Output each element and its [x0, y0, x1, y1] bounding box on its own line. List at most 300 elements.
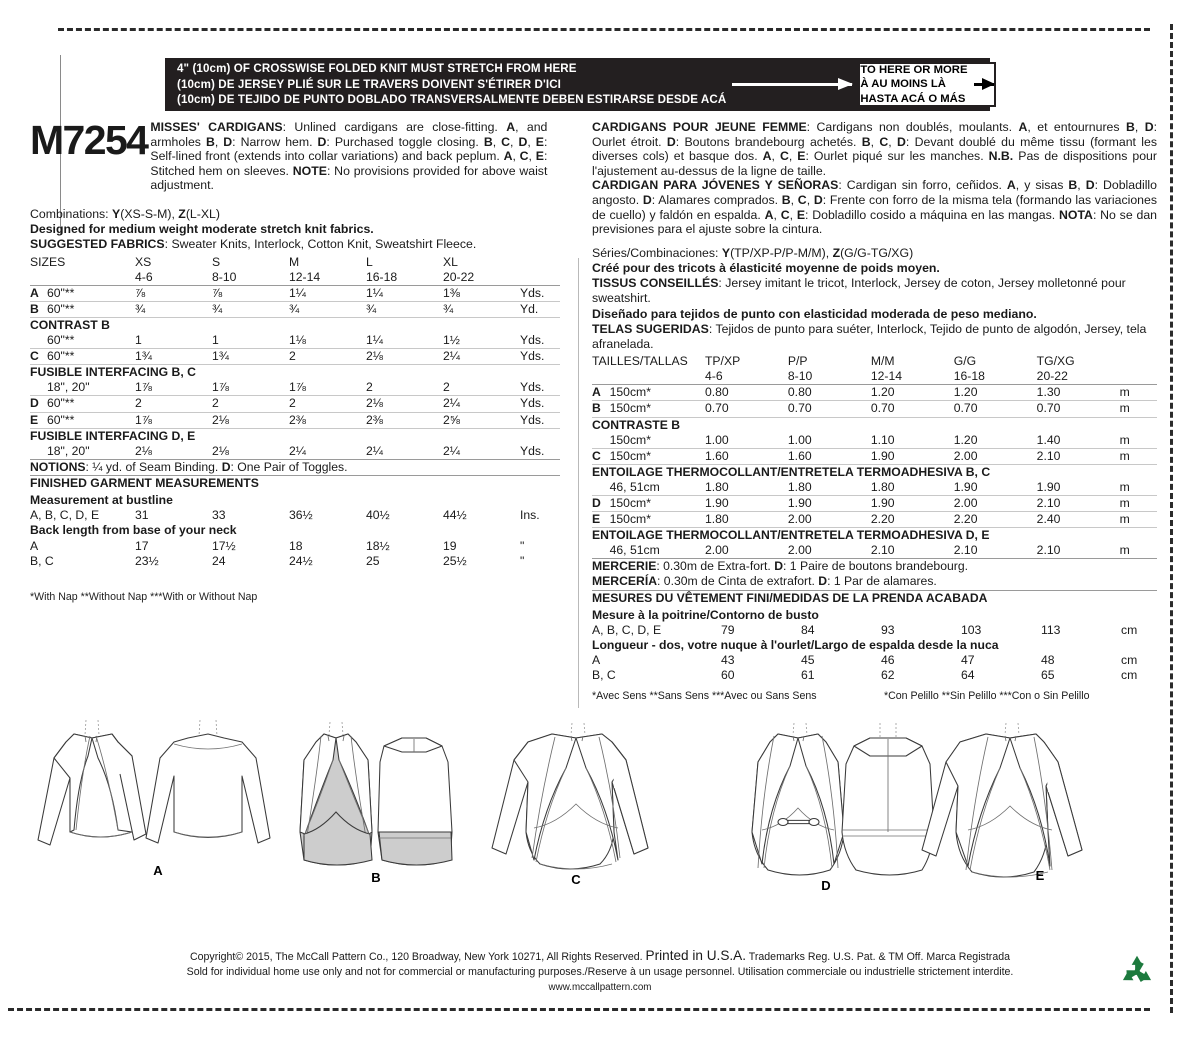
size-name-4: TG/XG: [1036, 354, 1075, 369]
notions-en: NOTIONS: ¼ yd. of Seam Binding. D: One Pair of Toggles.: [30, 459, 560, 475]
view-c-illustration: [492, 723, 648, 887]
row-value-4: 65: [1041, 668, 1055, 683]
finished-measurements-table-metric: [592, 608, 1157, 683]
cut-line-right: [1170, 24, 1173, 1013]
size-number-1: 8-10: [212, 269, 237, 284]
row-unit: m: [1119, 432, 1130, 447]
row-value-0: 43: [721, 653, 735, 668]
row-value-2: 2¼: [289, 443, 306, 458]
size-number-blank: [592, 369, 705, 385]
row-view: C: [30, 349, 47, 365]
designed-for-es: Diseñado para tejidos de punto con elasticidad moderada de peso mediano.: [592, 306, 1037, 321]
size-number-2: 12-14: [289, 269, 321, 284]
row-value-3: 2: [366, 380, 373, 395]
table-row: [30, 539, 560, 554]
row-value-0: 1⅞: [135, 380, 152, 395]
view-a-illustration: [38, 720, 270, 878]
target-line-en: TO HERE OR MORE: [860, 63, 968, 76]
row-value-3: 1.20: [954, 385, 1037, 401]
row-label: A, B, C, D, E: [30, 508, 100, 523]
view-illustrations: [28, 712, 1118, 902]
row-value-1: ⅞: [212, 285, 289, 301]
row-unit: Yds.: [520, 333, 545, 348]
row-value-1: 0.80: [788, 385, 871, 401]
row-value-1: 33: [212, 508, 226, 523]
table-row: [592, 496, 1157, 512]
row-value-3: 18½: [366, 538, 390, 553]
spanish-description: CARDIGAN PARA JÓVENES Y SEÑORAS: Cardigan sin forro, ceñidos. A, y sisas B, D: Dobladillo angosto. D: Alamares comprados. B, C, D: Frente con forro de la misma tela (formando las variaciones de cuello) y faldón en espalda. A, C, E: Dobladillo cosido a máquina en las mangas. NOTA: No se dan previsiones para el ajuste sobre la cintura.: [592, 178, 1157, 237]
footer-website[interactable]: www.mccallpattern.com: [548, 982, 652, 993]
row-view: [592, 543, 610, 558]
table-row: [30, 349, 560, 365]
row-width: 150cm*: [610, 385, 705, 401]
table-row: [30, 380, 560, 396]
recycle-icon: [1116, 952, 1158, 992]
table-row: [592, 480, 1157, 496]
row-unit: ": [520, 538, 525, 553]
row-value-0: 31: [135, 508, 149, 523]
table-row: [30, 301, 560, 317]
row-unit: cm: [1121, 653, 1138, 668]
footer-trademarks: Trademarks Reg. U.S. Pat. & TM Off. Marca Registrada: [748, 951, 1010, 963]
row-view: [592, 480, 610, 496]
table-section-row: [592, 528, 1157, 544]
row-value-0: ⅞: [135, 285, 212, 301]
size-number-3: 16-18: [953, 369, 985, 384]
row-value-1: 1.00: [787, 432, 812, 447]
row-value-3: 1¼: [366, 285, 443, 301]
row-view: [30, 444, 47, 459]
row-value-1: 17½: [212, 538, 236, 553]
designed-for-fr: Créé pour des tricots à élasticité moyenne de poids moyen.: [592, 260, 940, 275]
row-label: A: [592, 653, 601, 668]
row-value-0: ¾: [135, 301, 212, 317]
yardage-table-metric: [592, 354, 1157, 558]
size-name-4: XL: [443, 254, 458, 269]
row-width: 150cm*: [610, 512, 705, 528]
row-view: A: [592, 385, 610, 401]
table-row: [30, 508, 560, 523]
size-number-unit: [1120, 369, 1157, 385]
row-value-2: 1.10: [870, 432, 895, 447]
size-number-row: [30, 270, 560, 286]
table-row: [30, 412, 560, 428]
row-view: A: [30, 285, 47, 301]
row-value-4: 2¼: [443, 443, 460, 458]
stretch-gauge-line-en: 4" (10cm) OF CROSSWISE FOLDED KNIT MUST STRETCH FROM HERE: [177, 62, 577, 76]
row-unit: m: [1120, 496, 1157, 512]
table-section-label: Measurement at bustline: [30, 493, 173, 508]
row-width: 18", 20": [47, 443, 90, 458]
row-value-3: 64: [961, 668, 975, 683]
stretch-gauge-line-es: (10cm) DE TEJIDO DE PUNTO DOBLADO TRANSVERSALMENTE DEBEN ESTIRARSE DESDE ACÁ: [177, 93, 727, 107]
row-value-2: 62: [881, 668, 895, 683]
row-value-1: 1: [212, 333, 219, 348]
row-value-1: 2.00: [788, 512, 871, 528]
table-section-label: ENTOILAGE THERMOCOLLANT/ENTRETELA TERMOADHESIVA D, E: [592, 528, 1157, 544]
fabrics-fr: TISSUS CONSEILLÉS: Jersey imitant le tricot, Interlock, Jersey de coton, Jersey molletonné pour sweatshirt.: [592, 276, 1126, 306]
table-section-label: ENTOILAGE THERMOCOLLANT/ENTRETELA TERMOADHESIVA B, C: [592, 464, 1157, 480]
right-arrow-icon: [732, 83, 852, 86]
row-value-4: 25½: [443, 553, 467, 568]
size-number-3: 16-18: [366, 269, 398, 284]
row-width: 60"**: [47, 333, 75, 348]
table-section-row: [30, 317, 560, 333]
table-row: [592, 433, 1157, 449]
row-value-1: 0.70: [788, 401, 871, 417]
nap-note-ml: [592, 690, 1157, 702]
row-value-2: 1.90: [871, 496, 954, 512]
table-row: [592, 512, 1157, 528]
row-value-2: 93: [881, 623, 895, 638]
size-name-0: XS: [135, 254, 152, 269]
row-value-0: 60: [721, 668, 735, 683]
stretch-gauge: [165, 58, 990, 111]
row-value-0: 2⅛: [135, 443, 152, 458]
size-header-blank: SIZES: [30, 254, 66, 269]
row-width: 46, 51cm: [609, 543, 660, 558]
fabrics-es: TELAS SUGERIDAS: Tejidos de punto para suéter, Interlock, Tejido de punto de algodón, Jersey, tela afranelada.: [592, 321, 1147, 351]
finished-measurements-metric-body: [592, 608, 1157, 683]
yardage-table-imperial: [30, 255, 560, 459]
row-value-0: 1.60: [705, 448, 788, 464]
row-view: E: [592, 512, 610, 528]
row-value-2: 2.20: [871, 512, 954, 528]
row-value-3: 2.00: [954, 448, 1037, 464]
table-row: [592, 623, 1157, 638]
row-value-1: 1.90: [788, 496, 871, 512]
row-unit: m: [1119, 543, 1130, 558]
view-b-illustration: [300, 722, 452, 885]
row-width: 60"**: [47, 412, 135, 428]
row-value-3: 47: [961, 653, 975, 668]
target-line-es: HASTA ACÁ O MÁS: [860, 92, 966, 105]
row-unit: m: [1120, 448, 1157, 464]
table-section-label: CONTRAST B: [30, 317, 560, 333]
row-value-4: 2.10: [1036, 543, 1061, 558]
row-value-4: 2.10: [1037, 496, 1120, 512]
row-value-2: 24½: [289, 553, 313, 568]
finished-measurements-imperial-body: [30, 493, 560, 568]
row-value-2: 1.90: [871, 448, 954, 464]
row-value-3: ¾: [366, 301, 443, 317]
nap-note-en: *With Nap **Without Nap ***With or Without Nap: [30, 590, 258, 603]
row-value-0: 17: [135, 538, 149, 553]
row-width: 18", 20": [47, 380, 90, 395]
row-view: D: [30, 396, 47, 412]
table-row: [592, 668, 1157, 683]
size-header-row: [30, 255, 560, 270]
row-view: C: [592, 448, 610, 464]
row-value-4: 44½: [443, 508, 467, 523]
table-row: [592, 385, 1157, 401]
table-row: [592, 543, 1157, 558]
row-value-2: 1⅛: [289, 333, 306, 348]
row-value-4: 2.40: [1037, 512, 1120, 528]
row-width: 150cm*: [610, 496, 705, 512]
row-value-3: 1¼: [366, 333, 383, 348]
row-value-2: 36½: [289, 508, 313, 523]
footer-printed-in-usa: Printed in U.S.A.: [645, 948, 747, 963]
size-number-unit: [520, 270, 560, 286]
row-value-3: 1.90: [953, 479, 978, 494]
column-divider: [578, 258, 579, 708]
row-value-2: 1¼: [289, 285, 366, 301]
row-value-4: 2.10: [1037, 448, 1120, 464]
row-value-4: 113: [1041, 623, 1061, 638]
row-value-1: 24: [212, 553, 226, 568]
row-value-4: 2¼: [443, 396, 520, 412]
row-value-3: 103: [961, 623, 982, 638]
table-section-row: [30, 365, 560, 381]
table-section-row: [592, 638, 1157, 653]
row-value-2: 1⅞: [289, 380, 306, 395]
size-name-1: S: [212, 254, 221, 269]
table-section-row: [30, 493, 560, 508]
row-label: A, B, C, D, E: [592, 623, 662, 638]
table-section-label: CONTRASTE B: [592, 417, 1157, 433]
size-number-row: [592, 369, 1157, 385]
table-section-row: [30, 428, 560, 444]
multilingual-column: [592, 120, 1157, 702]
stretch-gauge-line-fr: (10cm) DE JERSEY PLIÉ SUR LE TRAVERS DOIVENT S'ÉTIRER D'ICI: [177, 77, 561, 91]
size-number-4: 20-22: [1036, 369, 1068, 384]
row-view: [30, 380, 47, 396]
stretch-gauge-text: [165, 61, 726, 107]
row-value-4: 1.90: [1036, 479, 1061, 494]
row-value-3: 2.00: [954, 496, 1037, 512]
table-row: [30, 285, 560, 301]
finished-measurements-table-imperial: [30, 493, 560, 568]
size-header-row: [592, 354, 1157, 369]
row-width: 60"**: [47, 285, 135, 301]
row-width: 150cm*: [609, 432, 651, 447]
row-value-0: 1¾: [135, 349, 212, 365]
table-row: [30, 333, 560, 349]
row-value-2: 0.70: [871, 401, 954, 417]
stretch-gauge-target-text: [860, 63, 967, 107]
row-value-3: 2⅜: [366, 412, 443, 428]
table-section-label: Back length from base of your neck: [30, 523, 237, 538]
size-number-4: 20-22: [443, 269, 475, 284]
row-value-1: 2⅛: [212, 412, 289, 428]
row-unit: Yds.: [520, 285, 560, 301]
size-name-1: P/P: [787, 354, 808, 369]
row-value-4: 2: [443, 380, 450, 395]
row-value-0: 23½: [135, 553, 159, 568]
view-e-illustration: [922, 723, 1082, 883]
table-section-row: [30, 523, 560, 538]
size-name-2: M/M: [870, 354, 895, 369]
finished-measurements-title-ml: MESURES DU VÊTEMENT FINI/MEDIDAS DE LA PRENDA ACABADA: [592, 590, 1157, 606]
view-label-b: B: [371, 870, 381, 885]
row-value-4: 1.30: [1037, 385, 1120, 401]
row-label: B, C: [30, 553, 54, 568]
view-label-e: E: [1035, 868, 1045, 883]
row-width: 60"**: [47, 301, 135, 317]
stretch-gauge-target-box: [858, 62, 996, 107]
stretch-gauge-arrow-area: [726, 83, 858, 86]
row-value-3: 2⅛: [366, 349, 443, 365]
nap-note-es: *Con Pelillo **Sin Pelillo ***Con o Sin Pelillo: [884, 690, 1090, 703]
row-unit: Yds.: [520, 349, 560, 365]
row-unit: cm: [1121, 668, 1138, 683]
row-unit: Yd.: [520, 301, 560, 317]
row-value-0: 0.80: [705, 385, 788, 401]
row-unit: m: [1120, 385, 1157, 401]
footer: [0, 948, 1200, 995]
row-value-1: 45: [801, 653, 815, 668]
row-value-4: 2¼: [443, 349, 520, 365]
table-row: [30, 396, 560, 412]
row-view: [592, 433, 610, 449]
row-width: 60"**: [47, 349, 135, 365]
row-value-3: 1.20: [953, 432, 978, 447]
designed-for-en: Designed for medium weight moderate stretch knit fabrics.: [30, 222, 374, 237]
row-value-4: 0.70: [1037, 401, 1120, 417]
size-number-0: 4-6: [704, 369, 723, 384]
size-number-1: 8-10: [787, 369, 813, 384]
size-name-0: TP/XP: [704, 354, 741, 369]
table-row: [592, 401, 1157, 417]
row-value-1: 1¾: [212, 349, 289, 365]
size-header-unit: [1120, 354, 1157, 369]
row-value-3: 2.10: [953, 543, 978, 558]
row-value-3: 0.70: [954, 401, 1037, 417]
row-value-3: 2¼: [366, 443, 383, 458]
yardage-table-metric-body: [592, 354, 1157, 558]
footer-copyright: Copyright© 2015, The McCall Pattern Co., 120 Broadway, New York 10271, All Rights Reserved.: [189, 951, 643, 963]
table-section-row: [592, 608, 1157, 623]
finished-measurements-title-en: FINISHED GARMENT MEASUREMENTS: [30, 475, 560, 491]
row-value-1: 2: [212, 396, 289, 412]
cut-line-top: [58, 28, 1150, 31]
row-value-1: 1.60: [788, 448, 871, 464]
row-value-2: 46: [881, 653, 895, 668]
combinations-ml: Séries/Combinaciones: Y(TP/XP-P/P-M/M), Z(G/G-TG/XG): [592, 245, 914, 260]
row-value-0: 79: [721, 623, 735, 638]
row-value-0: 1: [135, 333, 142, 348]
english-description: MISSES' CARDIGANS: Unlined cardigans are close-fitting. A, and armholes B, D: Narrow hem. D: Purchased toggle closing. B, C, D, E: Self-lined front (extends into collar variations) and back peplum. A, C, E: Stitched hem on sleeves. NOTE: No provisions provided for above waist adjustment.: [150, 120, 548, 193]
row-value-4: 48: [1041, 653, 1055, 668]
row-value-2: 18: [289, 538, 303, 553]
row-width: 150cm*: [610, 401, 705, 417]
suggested-fabrics-en: SUGGESTED FABRICS: Sweater Knits, Interlock, Cotton Knit, Sweatshirt Fleece.: [30, 237, 477, 252]
row-value-3: 25: [366, 553, 380, 568]
french-description: CARDIGANS POUR JEUNE FEMME: Cardigans non doublés, moulants. A, et entournures B, D: Ourlet étroit. D: Boutons brandebourg achetés. B, C, D: Devant doublé du même tissu (formant les diverses cols) et basque dos. A, C, E: Ourlet piqué sur les manches. N.B. Pas de dispositions pour l'ajustement au-dessus de la ligne de taille.: [592, 120, 1157, 178]
row-value-1: ¾: [212, 301, 289, 317]
size-number-2: 12-14: [870, 369, 902, 384]
row-value-0: 1⅞: [135, 412, 212, 428]
row-value-2: 1.80: [870, 479, 895, 494]
footer-usage-line: Sold for individual home use only and not for commercial or manufacturing purposes./Reserve à un usage personnel. Utilisation commerciale ou industrielle strictement interdite.: [186, 966, 1014, 978]
row-value-0: 1.00: [704, 432, 729, 447]
table-section-label: FUSIBLE INTERFACING D, E: [30, 428, 560, 444]
table-section-row: [592, 464, 1157, 480]
row-unit: Yds.: [520, 412, 560, 428]
row-value-2: 2.10: [870, 543, 895, 558]
row-unit: m: [1120, 512, 1157, 528]
row-value-2: 2⅜: [289, 412, 366, 428]
row-value-4: ¾: [443, 301, 520, 317]
table-section-label: Longueur - dos, votre nuque à l'ourlet/Largo de espalda desde la nuca: [592, 638, 999, 653]
view-label-a: A: [153, 863, 163, 878]
table-row: [592, 653, 1157, 668]
table-row: [592, 448, 1157, 464]
view-d-illustration: [752, 723, 934, 893]
size-header-blank: TAILLES/TALLAS: [592, 354, 688, 369]
row-value-4: 1.40: [1036, 432, 1061, 447]
row-value-3: 40½: [366, 508, 390, 523]
row-value-0: 2.00: [704, 543, 729, 558]
view-label-c: C: [571, 872, 581, 887]
size-header-unit: [520, 255, 560, 270]
combinations-en: Combinations: Y(XS-S-M), Z(L-XL): [30, 206, 220, 221]
row-label: B, C: [592, 668, 616, 683]
row-unit: m: [1120, 401, 1157, 417]
yardage-table-imperial-body: [30, 255, 560, 459]
nap-note-fr: *Avec Sens **Sans Sens ***Avec ou Sans Sens: [592, 690, 817, 703]
row-value-4: 1½: [443, 333, 460, 348]
small-right-arrow-icon: [974, 83, 994, 86]
row-value-1: 2⅛: [212, 443, 229, 458]
row-value-0: 2: [135, 396, 212, 412]
row-value-2: 2: [289, 396, 366, 412]
row-view: B: [30, 301, 47, 317]
english-column: [30, 117, 560, 603]
row-value-1: 2.00: [787, 543, 812, 558]
row-unit: m: [1119, 479, 1130, 494]
merceria-es: MERCERÍA: 0.30m de Cinta de extrafort. D: 1 Par de alamares.: [592, 574, 937, 589]
row-value-2: 1.20: [871, 385, 954, 401]
size-name-3: G/G: [953, 354, 977, 369]
table-section-row: [592, 417, 1157, 433]
row-value-1: 1.80: [787, 479, 812, 494]
row-value-0: 1.90: [705, 496, 788, 512]
row-value-1: 84: [801, 623, 815, 638]
mercerie-fr: MERCERIE: 0.30m de Extra-fort. D: 1 Paire de boutons brandebourg.: [592, 558, 1157, 574]
table-section-label: FUSIBLE INTERFACING B, C: [30, 365, 560, 381]
table-row: [30, 444, 560, 459]
row-view: E: [30, 412, 47, 428]
row-unit: cm: [1121, 623, 1138, 638]
row-value-1: 1⅞: [212, 380, 229, 395]
row-value-3: 2⅛: [366, 396, 443, 412]
row-width: 150cm*: [610, 448, 705, 464]
row-value-4: 1⅜: [443, 285, 520, 301]
row-width: 60"**: [47, 396, 135, 412]
table-row: [30, 554, 560, 569]
cut-line-bottom: [8, 1008, 1150, 1011]
row-value-0: 1.80: [705, 512, 788, 528]
row-value-2: 2: [289, 349, 366, 365]
row-value-0: 1.80: [704, 479, 729, 494]
pattern-number: M7254: [30, 117, 148, 163]
table-section-label: Mesure à la poitrine/Contorno de busto: [592, 607, 819, 622]
footer-copyright-line: [0, 948, 1200, 965]
row-label: A: [30, 538, 39, 553]
row-unit: Ins.: [520, 508, 540, 523]
size-name-2: M: [289, 254, 300, 269]
target-line-fr: À AU MOINS LÀ: [860, 78, 946, 91]
row-value-4: 19: [443, 538, 457, 553]
row-unit: Yds.: [520, 443, 545, 458]
row-value-4: 2⅝: [443, 412, 520, 428]
row-view: D: [592, 496, 610, 512]
row-unit: Yds.: [520, 380, 545, 395]
row-unit: Yds.: [520, 396, 560, 412]
size-number-blank: [30, 270, 135, 286]
